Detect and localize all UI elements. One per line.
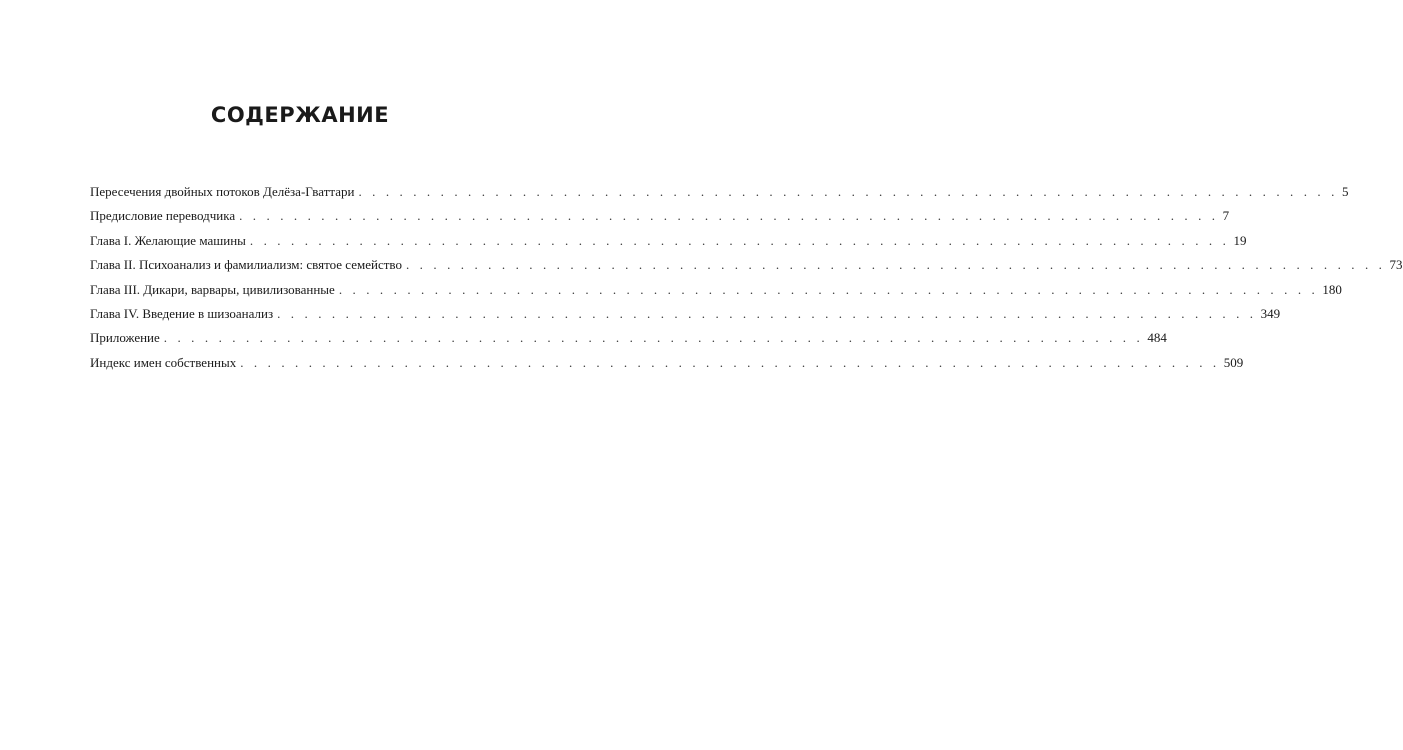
dot-leader: . . . . . . . . . . . . . . . . . . . . . . . . . . . . . . . . . . . . . . . . . . . . . . . . . . . . . . . . . . . . . . . . . . . . . . . .	[358, 184, 1338, 199]
toc-entry[interactable]	[90, 204, 1230, 228]
dot-leader: . . . . . . . . . . . . . . . . . . . . . . . . . . . . . . . . . . . . . . . . . . . . . . . . . . . . . . . . . . . . . . . . . . . . . . . .	[405, 257, 1386, 273]
page-title: СОДЕРЖАНИЕ	[210, 103, 390, 127]
toc-entry-title: Глава III. Дикари, варвары, цивилизованные	[90, 281, 335, 297]
toc-entry-page: 484	[1147, 330, 1167, 346]
toc-entry-page: 19	[1233, 232, 1247, 248]
toc-entry-title: Глава II. Психоанализ и фамилиализм: святое семейство	[90, 257, 402, 273]
toc-entry-page: 7	[1222, 208, 1230, 224]
dot-leader: . . . . . . . . . . . . . . . . . . . . . . . . . . . . . . . . . . . . . . . . . . . . . . . . . . . . . . . . . . . . . . . . . . . . . . . .	[163, 330, 1144, 346]
toc-entry-page: 509	[1223, 354, 1244, 370]
toc-entry-page: 73	[1389, 257, 1403, 273]
dot-leader: . . . . . . . . . . . . . . . . . . . . . . . . . . . . . . . . . . . . . . . . . . . . . . . . . . . . . . . . . . . . . . . . . . . . . . . .	[239, 208, 1219, 224]
toc-entry-title: Пересечения двойных потоков Делёза-Гваттари	[90, 184, 355, 199]
toc-entry[interactable]	[90, 326, 1167, 350]
toc-entry-title: Предисловие переводчика	[90, 208, 236, 224]
toc-entry-page: 5	[1342, 184, 1349, 199]
toc-entry[interactable]	[90, 278, 1342, 302]
dot-leader: . . . . . . . . . . . . . . . . . . . . . . . . . . . . . . . . . . . . . . . . . . . . . . . . . . . . . . . . . . . . . . . . . . . . . . . .	[338, 281, 1319, 297]
toc-entry[interactable]	[90, 302, 1281, 326]
toc-entry[interactable]	[90, 180, 1349, 204]
dot-leader: . . . . . . . . . . . . . . . . . . . . . . . . . . . . . . . . . . . . . . . . . . . . . . . . . . . . . . . . . . . . . . . . . . . . . . . .	[277, 305, 1257, 321]
toc-entry[interactable]	[90, 253, 1403, 277]
toc-entry-page: 180	[1322, 281, 1342, 297]
toc-entry-page: 349	[1260, 305, 1281, 321]
toc-entry-title: Глава IV. Введение в шизоанализ	[90, 305, 274, 321]
toc-entry[interactable]	[90, 229, 1247, 253]
table-of-contents	[90, 180, 1403, 375]
toc-entry-title: Индекс имен собственных	[90, 354, 237, 370]
toc-entry-title: Глава I. Желающие машины	[90, 232, 246, 248]
dot-leader: . . . . . . . . . . . . . . . . . . . . . . . . . . . . . . . . . . . . . . . . . . . . . . . . . . . . . . . . . . . . . . . . . . . . . . . .	[240, 354, 1220, 370]
toc-entry-title: Приложение	[90, 330, 160, 346]
dot-leader: . . . . . . . . . . . . . . . . . . . . . . . . . . . . . . . . . . . . . . . . . . . . . . . . . . . . . . . . . . . . . . . . . . . . . . . .	[249, 232, 1230, 248]
toc-entry[interactable]	[90, 351, 1244, 375]
